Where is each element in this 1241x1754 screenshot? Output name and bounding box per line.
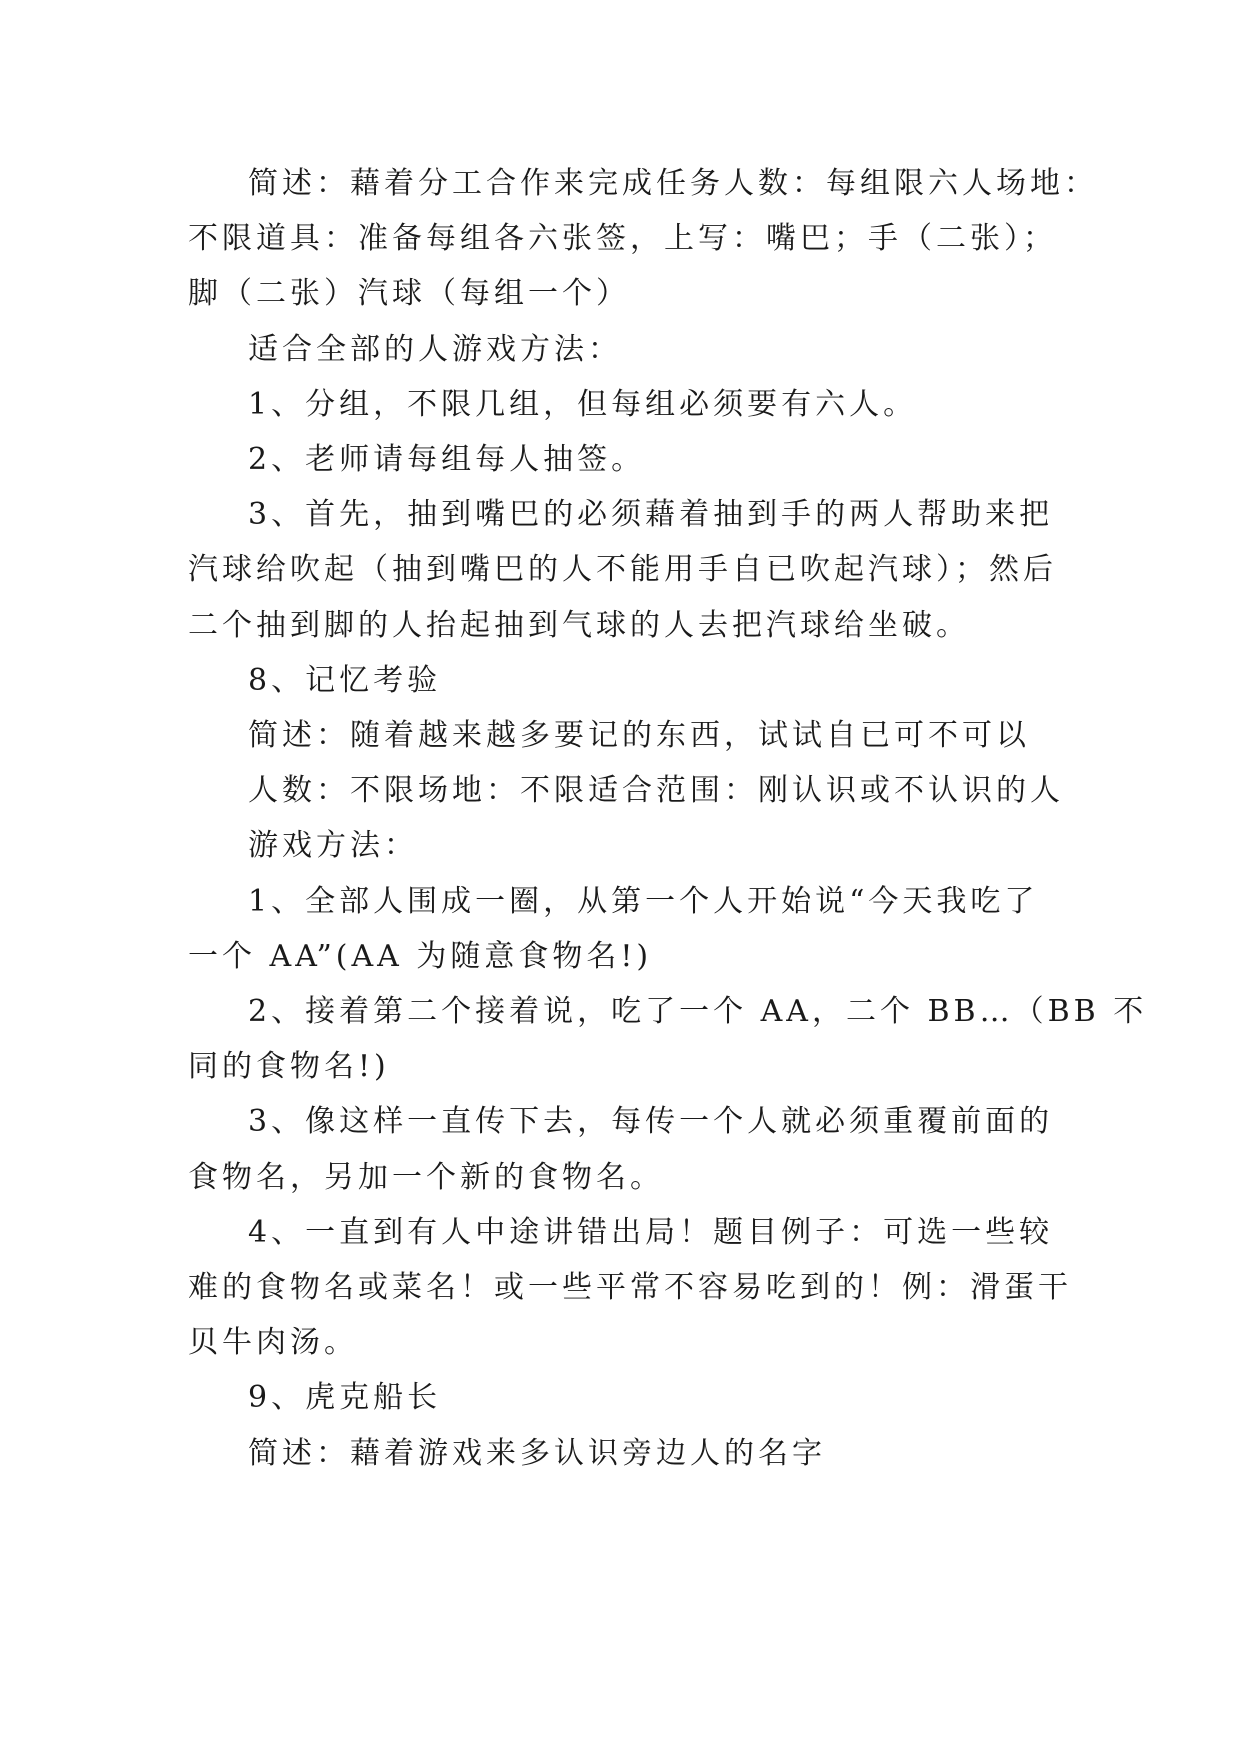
text-line: 1、全部人围成一圈，从第一个人开始说“今天我吃了 bbox=[248, 883, 1039, 919]
paragraph-memory-participants bbox=[188, 763, 1064, 818]
text-line: 9、虎克船长 bbox=[248, 1380, 442, 1416]
text-line: 贝牛肉汤。 bbox=[188, 1325, 358, 1361]
paragraph-captain-hook-summary bbox=[188, 1426, 1058, 1481]
document-body bbox=[188, 156, 1148, 1481]
text-line: 同的食物名!) bbox=[188, 1049, 390, 1085]
paragraph-memory-summary bbox=[188, 708, 1058, 763]
text-line: 人数：不限场地：不限适合范围：刚认识或不认识的人 bbox=[248, 773, 1064, 809]
section-heading-memory-test bbox=[188, 653, 1058, 708]
text-line: 二个抽到脚的人抬起抽到气球的人去把汽球给坐破。 bbox=[188, 607, 970, 643]
text-line: 游戏方法： bbox=[248, 828, 418, 864]
text-line: 3、像这样一直传下去，每传一个人就必须重覆前面的 bbox=[248, 1104, 1054, 1140]
text-line: 食物名，另加一个新的食物名。 bbox=[188, 1159, 664, 1195]
paragraph-step-3 bbox=[188, 487, 1058, 653]
text-line: 2、老师请每组每人抽签。 bbox=[248, 442, 646, 478]
text-line: 一个 AA”(AA 为随意食物名!) bbox=[188, 938, 653, 974]
paragraph-memory-method-heading bbox=[188, 818, 1058, 873]
text-line: 1、分组，不限几组，但每组必须要有六人。 bbox=[248, 386, 918, 422]
paragraph-step-2 bbox=[188, 432, 1058, 487]
text-line: 2、接着第二个接着说，吃了一个 AA，二个 BB…（BB 不 bbox=[248, 994, 1148, 1030]
paragraph-memory-step-3 bbox=[188, 1094, 1058, 1204]
text-line: 简述：随着越来越多要记的东西，试试自已可不可以 bbox=[248, 718, 1030, 754]
text-line: 简述：藉着游戏来多认识旁边人的名字 bbox=[248, 1435, 826, 1471]
text-line: 脚（二张）汽球（每组一个） bbox=[188, 276, 630, 312]
paragraph-step-1 bbox=[188, 377, 1058, 432]
section-heading-captain-hook bbox=[188, 1370, 1058, 1425]
text-line: 8、记忆考验 bbox=[248, 662, 442, 698]
text-line: 不限道具：准备每组各六张签，上写：嘴巴；手（二张）； bbox=[188, 221, 1057, 257]
paragraph-memory-step-1 bbox=[188, 874, 1058, 984]
paragraph-game-method-heading bbox=[188, 322, 1058, 377]
text-line: 汽球给吹起（抽到嘴巴的人不能用手自已吹起汽球）；然后 bbox=[188, 552, 1057, 588]
text-line: 4、一直到有人中途讲错出局！题目例子：可选一些较 bbox=[248, 1214, 1054, 1250]
text-line: 3、首先，抽到嘴巴的必须藉着抽到手的两人帮助来把 bbox=[248, 497, 1054, 533]
paragraph-task-summary bbox=[188, 156, 1098, 322]
paragraph-memory-step-4 bbox=[188, 1205, 1072, 1371]
text-line: 适合全部的人游戏方法： bbox=[248, 331, 622, 367]
text-line: 难的食物名或菜名！或一些平常不容易吃到的！例：滑蛋干 bbox=[188, 1270, 1072, 1306]
text-line: 简述：藉着分工合作来完成任务人数：每组限六人场地： bbox=[248, 166, 1098, 201]
paragraph-memory-step-2 bbox=[188, 984, 1148, 1094]
